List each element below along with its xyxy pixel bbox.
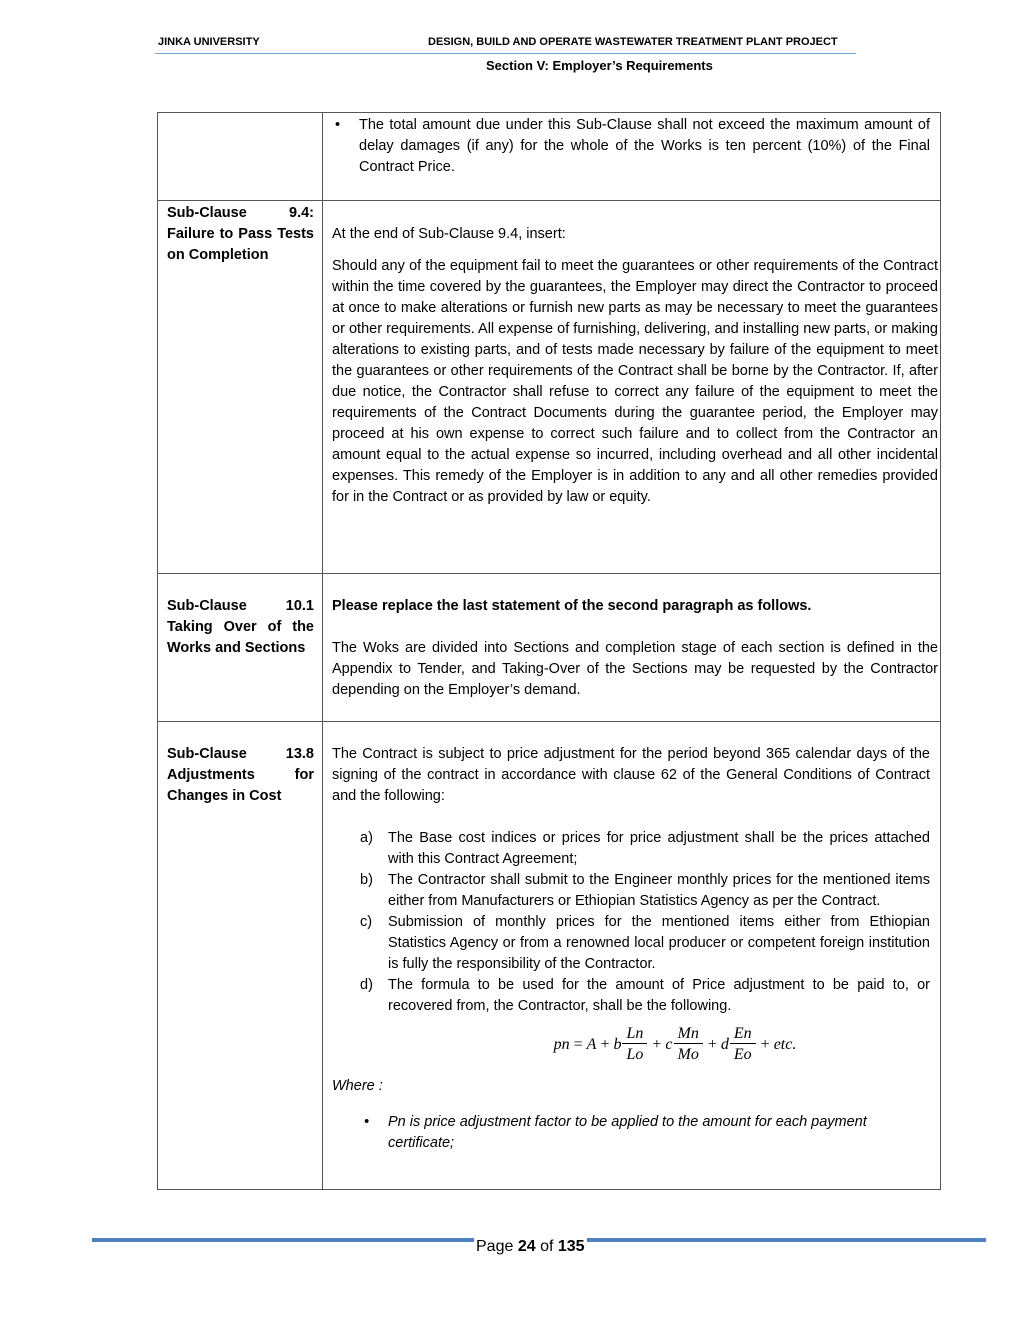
clause-heading: Please replace the last statement of the second paragraph as follows. bbox=[332, 598, 812, 614]
formula-plus: + bbox=[760, 1035, 770, 1053]
label-cell bbox=[158, 574, 323, 722]
list-marker: b) bbox=[360, 872, 373, 888]
list-item bbox=[360, 912, 938, 975]
content-cell bbox=[323, 201, 941, 574]
list-marker: d) bbox=[360, 977, 373, 993]
list-item bbox=[360, 870, 938, 912]
formula-fraction-labor: $\frac{Ln}{Lo}$ bbox=[622, 1025, 647, 1064]
table-row bbox=[158, 574, 941, 722]
label-cell bbox=[158, 113, 323, 201]
label-cell bbox=[158, 201, 323, 574]
list-item: • The total amount due under this Sub-Clause shall not exceed the maximum amount of delay damages (if any) for the whole of the Works is ten percent (10%) of the Final Contract Price. bbox=[359, 115, 938, 178]
clause-intro: At the end of Sub-Clause 9.4, insert: bbox=[332, 226, 566, 242]
price-adjustment-formula bbox=[412, 1017, 938, 1071]
list-marker: a) bbox=[360, 830, 373, 846]
content-cell bbox=[323, 722, 941, 1190]
formula-etc: etc. bbox=[773, 1035, 797, 1053]
where-label: Where : bbox=[332, 1078, 383, 1094]
formula-lhs: pn bbox=[553, 1035, 570, 1053]
content-cell bbox=[323, 113, 941, 201]
list-item bbox=[360, 828, 938, 870]
clause-label: Sub-Clause 9.4: Failure to Pass Tests on Completion bbox=[167, 205, 314, 263]
formula-b: b bbox=[613, 1035, 622, 1053]
formula-equals: = bbox=[573, 1035, 583, 1053]
list-item: • Pn is price adjustment factor to be applied to the amount for each payment certificate; bbox=[388, 1112, 938, 1154]
clause-body: Should any of the equipment fail to meet the guarantees or other requirements of the Contract within the time covered by the guarantees, the Employer may direct the Contractor to proceed at once to make alterations or furnish new parts as may be necessary to meet the guarantees or other requirements. All expense of furnishing, delivering, and installing new parts, or making alterations to existing parts, and of tests made necessary by failure of the equipment to meet the guarantees or other requirements of the Contract shall be borne by the Contractor. If, after due notice, the Contractor shall refuse to correct any failure of the equipment to meet the requirements of the Contract Documents during the guarantee period, the Employer may proceed at his own expense to correct such failure and to collect from the Contractor an amount equal to the actual expense so incurred, including overhead and all other incidental expenses. This remedy of the Employer is in addition to any and all other remedies provided for in the Contract or as provided by law or equity. bbox=[332, 258, 938, 505]
formula-d: d bbox=[720, 1035, 729, 1053]
section-title: Section V: Employer’s Requirements bbox=[486, 58, 713, 73]
content-cell bbox=[323, 574, 941, 722]
formula-c: c bbox=[665, 1035, 673, 1053]
label-cell bbox=[158, 722, 323, 1190]
formula-plus: + bbox=[600, 1035, 610, 1053]
list-item bbox=[360, 975, 938, 1017]
header-rule bbox=[155, 53, 856, 54]
table-row bbox=[158, 201, 941, 574]
page-number: Page 24 of 135 bbox=[476, 1238, 585, 1255]
clause-intro: The Contract is subject to price adjustment for the period beyond 365 calendar days of the signing of the contract in accordance with clause 62 of the General Conditions of Contract and the following: bbox=[332, 746, 930, 804]
formula-fraction-material: $\frac{Mn}{Mo}$ bbox=[674, 1025, 703, 1064]
formula-a: A bbox=[586, 1035, 597, 1053]
requirements-table bbox=[157, 112, 941, 1190]
list-item-text: Submission of monthly prices for the mentioned items either from Ethiopian Statistics Agency or from a renowned local producer or competent foreign institution is fully the responsibility of the Contractor. bbox=[388, 914, 930, 972]
list-marker: c) bbox=[360, 914, 373, 930]
header-right: DESIGN, BUILD AND OPERATE WASTEWATER TREATMENT PLANT PROJECT bbox=[428, 36, 838, 48]
clause-label: Sub-Clause 10.1 Taking Over of the Works and Sections bbox=[167, 598, 314, 656]
list-item-text: The Base cost indices or prices for price adjustment shall be the prices attached with this Contract Agreement; bbox=[388, 830, 930, 867]
where-list bbox=[332, 1112, 938, 1154]
clause-label: Sub-Clause 13.8 Adjustments for Changes in Cost bbox=[167, 746, 314, 804]
formula-fraction-equipment: $\frac{En}{Eo}$ bbox=[730, 1025, 756, 1064]
adjustment-list bbox=[332, 828, 938, 1017]
header-left: JINKA UNIVERSITY bbox=[158, 36, 260, 48]
list-item-text: The Contractor shall submit to the Engineer monthly prices for the mentioned items either from Manufacturers or Ethiopian Statistics Agency as per the Contract. bbox=[388, 872, 930, 909]
list-item-text: The formula to be used for the amount of Price adjustment to be paid to, or recovered from, the Contractor, shall be the following. bbox=[388, 977, 930, 1014]
table-row bbox=[158, 722, 941, 1190]
clause-body: The Woks are divided into Sections and completion stage of each section is defined in the Appendix to Tender, and Taking-Over of the Sections may be requested by the Contractor depending on the Employer’s demand. bbox=[332, 640, 938, 698]
formula-plus: + bbox=[707, 1035, 717, 1053]
table-row bbox=[158, 113, 941, 201]
formula-plus: + bbox=[652, 1035, 662, 1053]
